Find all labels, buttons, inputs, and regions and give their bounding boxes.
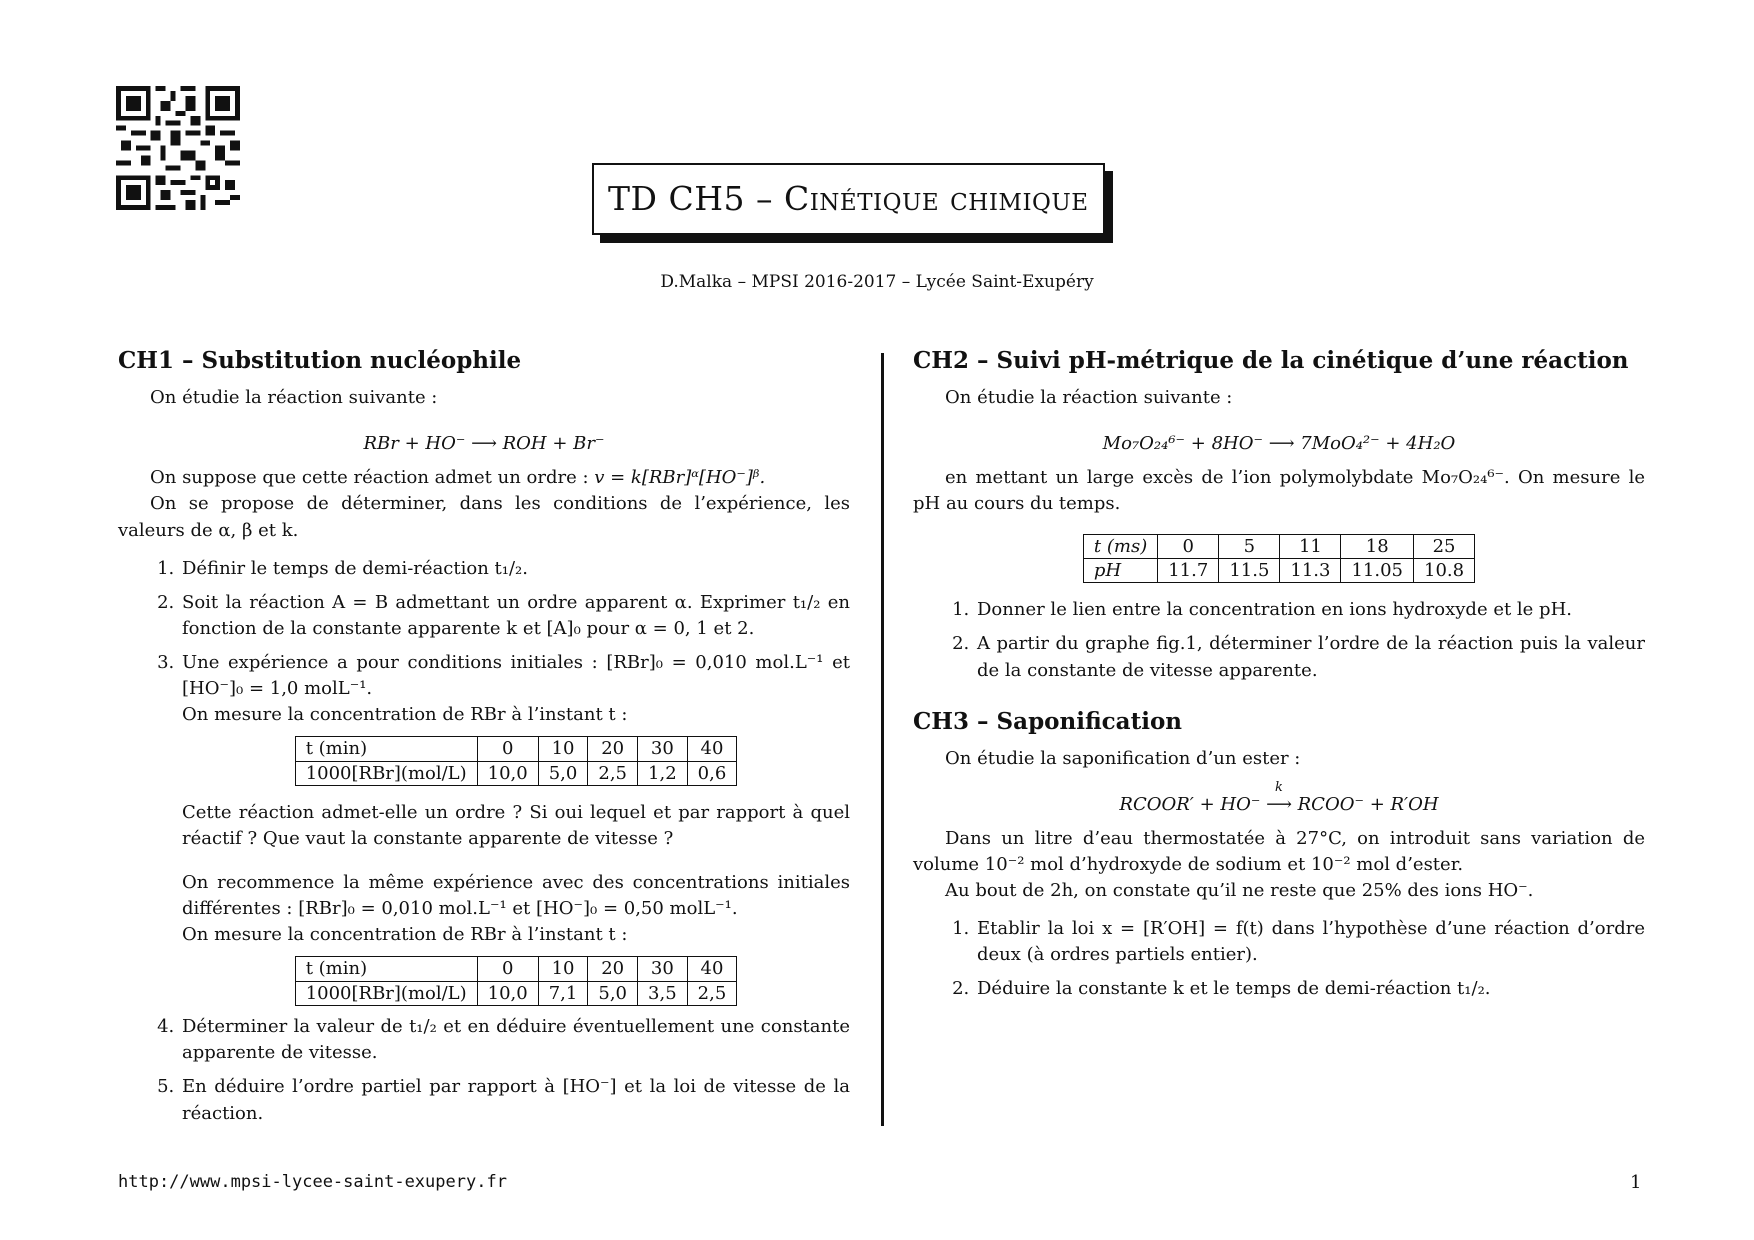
right-column	[913, 345, 1645, 1011]
ch1-q3-conditions: 3. Une expérience a pour conditions initiales : [RBr]₀ = 0,010 mol.L⁻¹ et [HO⁻]₀ = 1,0 molL⁻¹.	[182, 651, 850, 700]
ch1-question-4: 4. Déterminer la valeur de t₁/₂ et en déduire éventuellement une constante apparente de vitesse.	[180, 1014, 850, 1066]
ch3-question-list	[913, 916, 1645, 1002]
ch3-question-2: 2. Déduire la constante k et le temps de demi-réaction t₁/₂.	[975, 976, 1645, 1002]
ch1-order-assumption: On suppose que cette réaction admet un ordre : v = k[RBr]ᵅ[HO⁻]ᵝ.	[150, 467, 766, 489]
ch2-question-2: 2. A partir du graphe fig.1, déterminer l’ordre de la réaction puis la valeur de la constante de vitesse apparente.	[975, 631, 1645, 683]
ch2-excess: en mettant un large excès de l’ion polymolybdate Mo₇O₂₄⁶⁻. On mesure le pH au cours du temps.	[913, 467, 1645, 515]
ch1-intro: On étudie la réaction suivante :	[150, 387, 438, 409]
ch1-question-list	[118, 556, 850, 1127]
footer-url[interactable]: http://www.mpsi-lycee-saint-exupery.fr	[118, 1172, 507, 1192]
document-subtitle: D.Malka – MPSI 2016-2017 – Lycée Saint-Exupéry	[660, 272, 1094, 292]
ch1-heading: CH1 – Substitution nucléophile	[118, 347, 522, 374]
ch2-heading: CH2 – Suivi pH-métrique de la cinétique d’une réaction	[913, 347, 1629, 374]
table-row: pH 11.7 11.5 11.3 11.05 10.8	[1083, 558, 1474, 582]
ch1-proposal: On se propose de déterminer, dans les conditions de l’expérience, les valeurs de α, β et k.	[118, 493, 850, 541]
ch1-q3-question: Cette réaction admet-elle un ordre ? Si oui lequel et par rapport à quel réactif ? Que vaut la constante apparente de vitesse ?	[182, 802, 850, 850]
table-row: t (ms) 0 5 11 18 25	[1083, 534, 1474, 558]
table-row: t (min) 0 10 20 30 40	[295, 957, 737, 981]
ch2-equation: Mo₇O₂₄⁶⁻ + 8HO⁻ ⟶ 7MoO₄²⁻ + 4H₂O	[1102, 433, 1456, 455]
ch3-question-1: 1. Etablir la loi x = [R′OH] = f(t) dans l’hypothèse d’une réaction d’ordre deux (à ordres partiels entier).	[975, 916, 1645, 968]
ch1-table-1	[295, 736, 738, 786]
left-column	[118, 345, 850, 1135]
ch1-equation: RBr + HO⁻ ⟶ ROH + Br⁻	[363, 433, 605, 455]
ch2-intro: On étudie la réaction suivante :	[945, 387, 1233, 409]
ch1-question-3	[180, 650, 850, 1006]
ch2-question-1: 1. Donner le lien entre la concentration en ions hydroxyde et le pH.	[975, 597, 1645, 623]
ch3-heading: CH3 – Saponification	[913, 707, 1183, 735]
ch1-q3-measure: On mesure la concentration de RBr à l’instant t :	[182, 704, 628, 726]
ch1-question-1: 1. Définir le temps de demi-réaction t₁/₂.	[180, 556, 850, 582]
ch1-table-2	[295, 956, 738, 1006]
table-row: t (min) 0 10 20 30 40	[295, 737, 737, 761]
ch3-paragraph-2: Au bout de 2h, on constate qu’il ne reste que 25% des ions HO⁻.	[945, 880, 1534, 902]
table-row: 1000[RBr](mol/L) 10,0 7,1 5,0 3,5 2,5	[295, 981, 737, 1005]
ch2-question-list	[913, 597, 1645, 683]
ch1-question-5: 5. En déduire l’ordre partiel par rapport à [HO⁻] et la loi de vitesse de la réaction.	[180, 1074, 850, 1126]
table-row: 1000[RBr](mol/L) 10,0 5,0 2,5 1,2 0,6	[295, 761, 737, 785]
ch1-q3-measure-2: On mesure la concentration de RBr à l’instant t :	[182, 924, 628, 946]
ch1-q3-repeat: On recommence la même expérience avec des concentrations initiales différentes : [RBr]₀ = 0,010 mol.L⁻¹ et [HO⁻]₀ = 0,50 molL⁻¹.	[182, 872, 850, 920]
column-divider	[881, 353, 884, 1126]
ch2-ph-table	[1083, 534, 1475, 584]
ch3-equation: RCOOR′ + HO⁻ k ⟶ RCOO⁻ + R′OH	[1119, 779, 1439, 815]
ch1-question-2: 2. Soit la réaction A = B admettant un ordre apparent α. Exprimer t₁/₂ en fonction de la constante apparente k et [A]₀ pour α = 0, 1 et 2.	[180, 590, 850, 642]
qr-code-image	[116, 86, 240, 210]
document-title: TD CH5 – Cinétique chimique	[592, 163, 1105, 235]
page-number: 1	[1630, 1172, 1642, 1193]
ch3-intro: On étudie la saponification d’un ester :	[945, 747, 1301, 769]
ch3-paragraph-1: Dans un litre d’eau thermostatée à 27°C, on introduit sans variation de volume 10⁻² mol d’hydroxyde de sodium et 10⁻² mol d’ester.	[913, 828, 1645, 876]
